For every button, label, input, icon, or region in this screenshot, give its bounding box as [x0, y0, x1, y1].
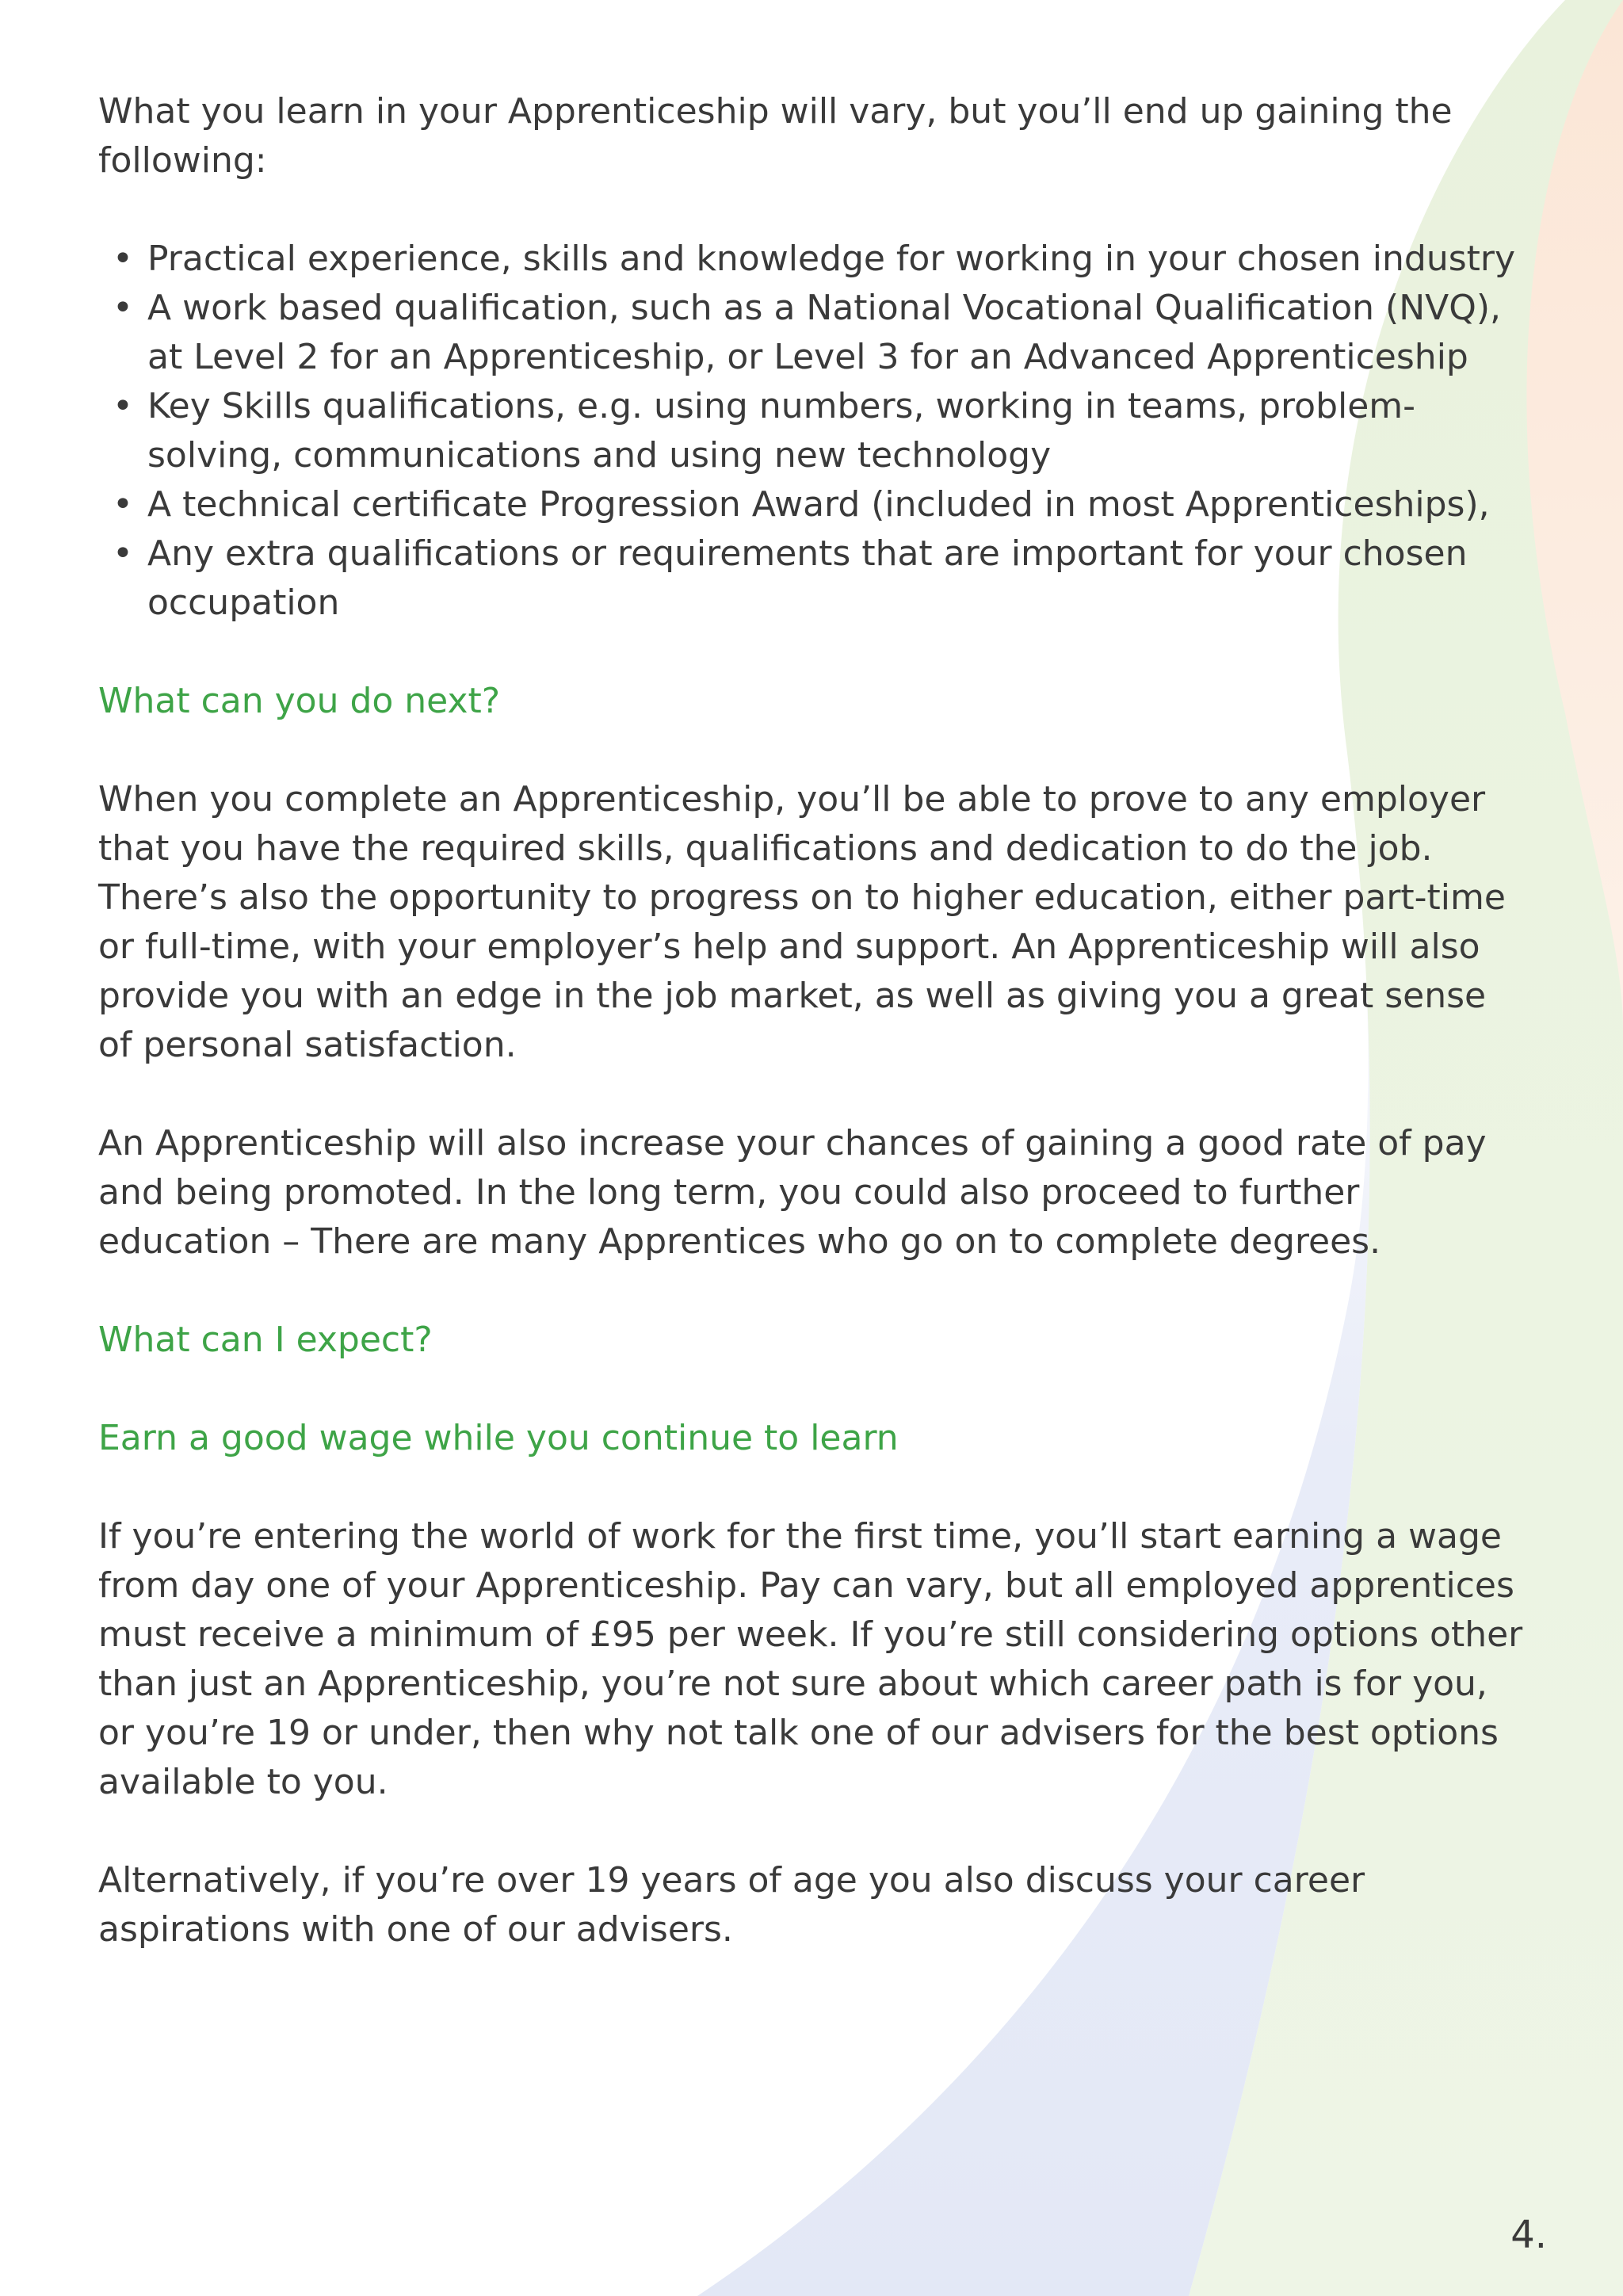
list-item: • Practical experience, skills and knowledge for working in your chosen industry	[147, 235, 1525, 284]
section-heading-what-expect: What can I expect?	[98, 1320, 433, 1360]
list-item: • A technical certificate Progression Award (included in most Apprenticeships),	[147, 480, 1525, 529]
paragraph: If you’re entering the world of work for the first time, you’ll start earning a wage from day one of your Apprenticeship. Pay can vary, but all employed apprentices must receive a minimum of £95 per week. If you’re still considering options other than just an Apprenticeship, you’re not sure about which career path is for you, or you’re 19 or under, then why not talk one of our advisers for the best options available to you.	[98, 1516, 1523, 1802]
intro-paragraph: What you learn in your Apprenticeship will vary, but you’ll end up gaining the following:	[98, 91, 1453, 181]
list-item: • Any extra qualifications or requirements that are important for your chosen occupation	[147, 529, 1525, 628]
paragraph: An Apprenticeship will also increase your chances of gaining a good rate of pay and being promoted. In the long term, you could also proceed to further education – There are many Apprentices who go on to complete degrees.	[98, 1123, 1487, 1262]
page-number: 4.	[1510, 2213, 1547, 2257]
qualifications-list	[98, 235, 1525, 628]
paragraph: When you complete an Apprenticeship, you’ll be able to prove to any employer that you have the required skills, qualifications and dedication to do the job. There’s also the opportunity to progress on to higher education, either part-time or full-time, with your employer’s help and support. An Apprenticeship will also provide you with an edge in the job market, as well as giving you a great sense of personal satisfaction.	[98, 779, 1506, 1065]
page-content	[98, 87, 1525, 2004]
list-item: • A work based qualification, such as a National Vocational Qualification (NVQ), at Level 2 for an Apprenticeship, or Level 3 for an Advanced Apprenticeship	[147, 284, 1525, 382]
list-item: • Key Skills qualifications, e.g. using numbers, working in teams, problem-solving, communications and using new technology	[147, 382, 1525, 480]
section-subheading-earn-wage: Earn a good wage while you continue to learn	[98, 1418, 899, 1458]
paragraph: Alternatively, if you’re over 19 years of age you also discuss your career aspirations with one of our advisers.	[98, 1860, 1365, 1950]
section-heading-what-next: What can you do next?	[98, 681, 501, 721]
